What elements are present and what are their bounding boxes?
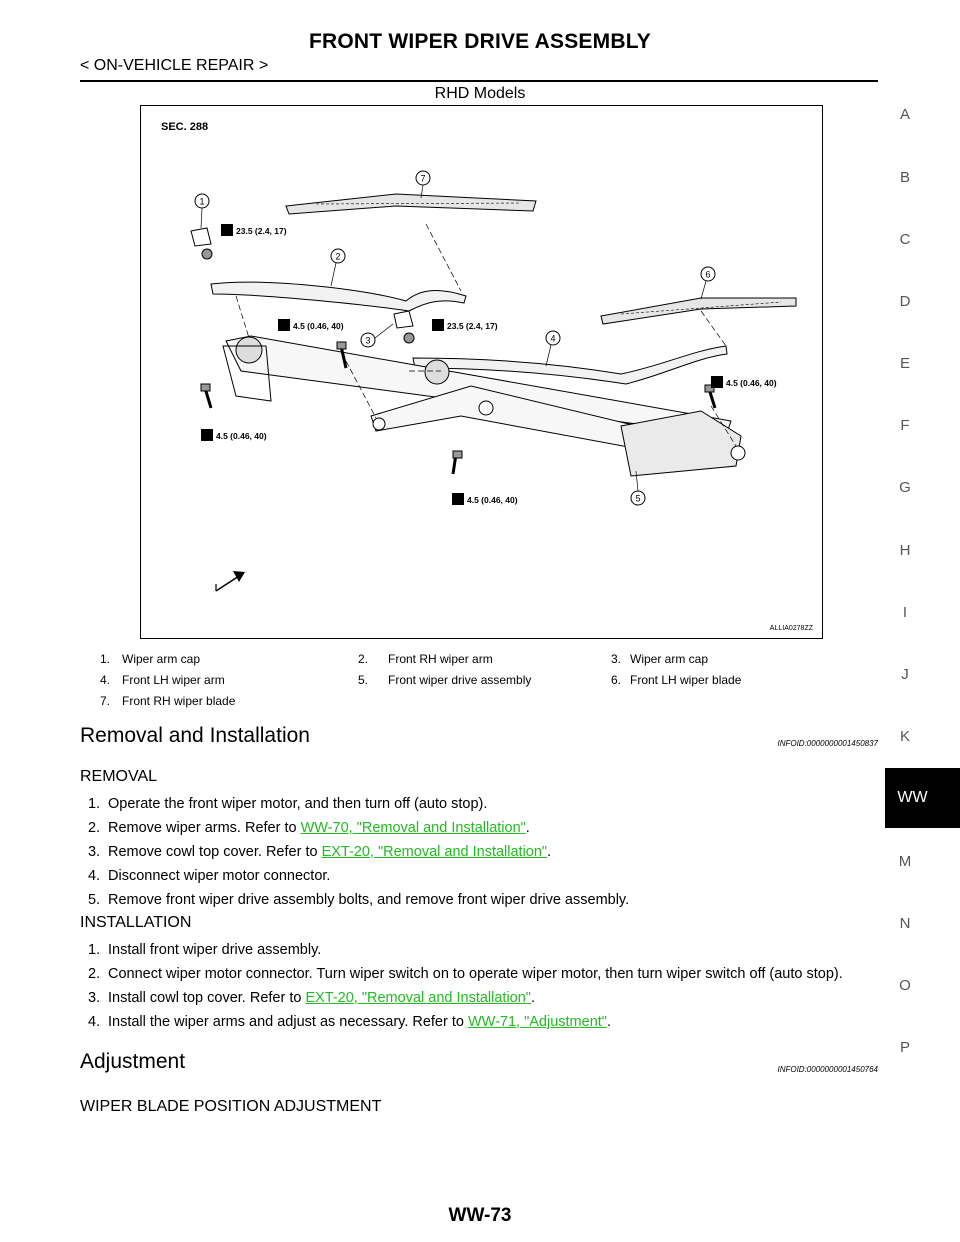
callout-7 bbox=[416, 171, 430, 198]
sidebar-item-o[interactable]: O bbox=[899, 977, 911, 994]
sidebar-item-k[interactable]: K bbox=[899, 728, 910, 745]
torque-label bbox=[711, 376, 777, 388]
ref-link-ext20[interactable]: EXT-20, "Removal and Installation" bbox=[305, 990, 531, 1006]
sidebar-item-m[interactable]: M bbox=[898, 853, 912, 870]
callout-2 bbox=[331, 249, 345, 286]
legend-row: 1. Wiper arm cap 2. Front RH wiper arm 3. Wiper arm cap bbox=[100, 652, 709, 666]
sidebar-item-e[interactable]: E bbox=[899, 355, 910, 372]
section-heading: Adjustment bbox=[80, 1050, 186, 1073]
svg-text:23.5 (2.4, 17): 23.5 (2.4, 17) bbox=[447, 321, 498, 331]
wiper-arm-cap-icon bbox=[191, 228, 211, 246]
ref-link-ww71[interactable]: WW-71, "Adjustment" bbox=[467, 1014, 607, 1030]
sidebar-item-b[interactable]: B bbox=[899, 169, 910, 186]
page-title: FRONT WIPER DRIVE ASSEMBLY bbox=[308, 30, 651, 53]
torque-label bbox=[221, 224, 287, 236]
nut-icon bbox=[202, 249, 212, 259]
list-item: 4. Install the wiper arms and adjust as necessary. Refer to WW-71, "Adjustment". bbox=[88, 1014, 611, 1030]
torque-label bbox=[452, 493, 518, 505]
list-item: 3. Remove cowl top cover. Refer to EXT-20, "Removal and Installation". bbox=[88, 844, 552, 860]
svg-text:7: 7 bbox=[420, 173, 426, 184]
sidebar-item-p[interactable]: P bbox=[899, 1039, 910, 1056]
sidebar-item-n[interactable]: N bbox=[899, 915, 911, 932]
list-item: 2. Remove wiper arms. Refer to WW-70, "Removal and Installation". bbox=[88, 820, 530, 836]
sidebar-item-h[interactable]: H bbox=[899, 542, 911, 559]
section-heading: Removal and Installation bbox=[80, 724, 310, 747]
callout-6 bbox=[701, 267, 715, 299]
svg-text:4: 4 bbox=[550, 333, 556, 344]
torque-label bbox=[201, 429, 267, 441]
callout-3 bbox=[361, 324, 393, 347]
wiper-arm-cap-icon bbox=[394, 311, 413, 328]
sidebar-item-j[interactable]: J bbox=[901, 666, 909, 683]
bolt-icon bbox=[705, 385, 715, 408]
sidebar-item-d[interactable]: D bbox=[899, 293, 911, 310]
info-id: INFOID:0000000001450837 bbox=[777, 739, 878, 748]
sidebar-item-c[interactable]: C bbox=[899, 231, 911, 248]
svg-text:5: 5 bbox=[635, 493, 641, 504]
front-lh-wiper-blade bbox=[601, 298, 796, 324]
section-label: SEC. 288 bbox=[161, 121, 209, 133]
sidebar-item-i[interactable]: I bbox=[902, 604, 908, 621]
svg-text:4.5 (0.46, 40): 4.5 (0.46, 40) bbox=[467, 495, 518, 505]
svg-text:3: 3 bbox=[365, 335, 371, 346]
legend-row: 7. Front RH wiper blade bbox=[100, 694, 236, 708]
breadcrumb: < ON-VEHICLE REPAIR > bbox=[80, 57, 269, 74]
figure-caption: RHD Models bbox=[434, 85, 526, 102]
callout-1 bbox=[195, 194, 209, 228]
callout-4 bbox=[546, 331, 560, 366]
ref-link-ww70[interactable]: WW-70, "Removal and Installation" bbox=[300, 820, 526, 836]
front-wiper-drive-assembly bbox=[223, 333, 745, 476]
page-number: WW-73 bbox=[448, 1205, 512, 1226]
sidebar-item-ww-active[interactable]: WW bbox=[885, 768, 960, 828]
adjustment-subheading: WIPER BLADE POSITION ADJUSTMENT bbox=[80, 1098, 382, 1115]
front-rh-wiper-blade bbox=[286, 194, 536, 214]
wiper-diagram bbox=[140, 105, 823, 639]
svg-text:4.5 (0.46, 40): 4.5 (0.46, 40) bbox=[726, 378, 777, 388]
list-item: 1. Install front wiper drive assembly. bbox=[88, 942, 322, 958]
sidebar-item-f[interactable]: F bbox=[900, 417, 910, 434]
ref-link-ext20[interactable]: EXT-20, "Removal and Installation" bbox=[321, 844, 548, 860]
svg-text:4.5 (0.46, 40): 4.5 (0.46, 40) bbox=[293, 321, 344, 331]
image-id: ALLIA0278ZZ bbox=[769, 625, 813, 632]
list-item: 3. Install cowl top cover. Refer to EXT-20, "Removal and Installation". bbox=[88, 990, 535, 1006]
header-rule bbox=[80, 80, 878, 82]
bolt-icon bbox=[201, 384, 211, 408]
svg-text:4.5 (0.46, 40): 4.5 (0.46, 40) bbox=[216, 431, 267, 441]
sidebar-item-a[interactable]: A bbox=[899, 106, 910, 123]
list-item: 5. Remove front wiper drive assembly bolts, and remove front wiper drive assembly. bbox=[88, 892, 630, 908]
front-arrow-icon bbox=[216, 571, 245, 591]
list-item: 2. Connect wiper motor connector. Turn wiper switch on to operate wiper motor, then turn wiper switch off (auto stop). bbox=[88, 966, 843, 982]
installation-steps bbox=[88, 941, 880, 1037]
torque-label bbox=[432, 319, 498, 331]
section-index-sidebar bbox=[885, 0, 960, 1242]
section-heading-removal-installation bbox=[80, 724, 878, 752]
torque-label bbox=[278, 319, 344, 331]
bolt-icon bbox=[453, 451, 462, 474]
svg-text:23.5 (2.4, 17): 23.5 (2.4, 17) bbox=[236, 226, 287, 236]
svg-text:1: 1 bbox=[199, 196, 205, 207]
installation-heading: INSTALLATION bbox=[80, 914, 192, 931]
list-item: 1. Operate the front wiper motor, and then turn off (auto stop). bbox=[88, 796, 488, 812]
sidebar-item-g[interactable]: G bbox=[899, 479, 911, 496]
info-id: INFOID:0000000001450764 bbox=[777, 1065, 878, 1074]
svg-text:6: 6 bbox=[705, 269, 711, 280]
removal-heading: REMOVAL bbox=[80, 768, 158, 785]
svg-text:2: 2 bbox=[335, 251, 341, 262]
removal-steps bbox=[88, 795, 880, 915]
legend-row: 4. Front LH wiper arm 5. Front wiper drive assembly 6. Front LH wiper blade bbox=[100, 673, 742, 687]
list-item: 4. Disconnect wiper motor connector. bbox=[88, 868, 331, 884]
section-heading-adjustment bbox=[80, 1050, 878, 1078]
figure-legend bbox=[100, 652, 880, 715]
front-rh-wiper-arm bbox=[211, 282, 466, 311]
nut-icon bbox=[404, 333, 414, 343]
